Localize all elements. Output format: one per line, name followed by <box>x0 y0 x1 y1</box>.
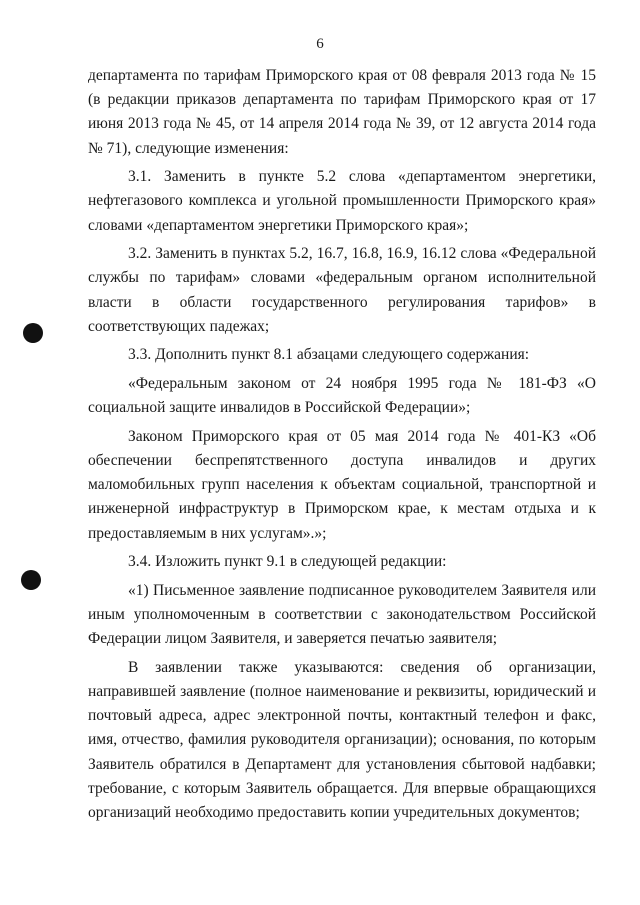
page-number: 6 <box>316 36 324 52</box>
paragraph-item-3-4: 3.4. Изложить пункт 9.1 в следующей редакции: <box>128 553 447 571</box>
paragraph-regional-law: Законом Приморского края от 05 мая 2014 года № 401-КЗ «Об обеспечении беспрепятственного доступа инвалидов и других маломобильных групп населения к объектам социальной, транспортной и инженерной инфраструктур в Приморском крае, к местам отдыха и к предоставляемым в них услугам».»; <box>88 427 596 542</box>
paragraph-written-application: «1) Письменное заявление подписанное руководителем Заявителя или иным уполномоченным в соответствии с законодательством Российской Федерации лицом Заявителя, и заверяется печатью заявителя; <box>88 581 596 648</box>
paragraph-item-3-3: 3.3. Дополнить пункт 8.1 абзацами следующего содержания: <box>128 346 530 364</box>
punch-hole-mark <box>21 570 41 590</box>
paragraph-intro: департамента по тарифам Приморского края от 08 февраля 2013 года № 15 (в редакции приказов департамента по тарифам Приморского края от 17 июня 2013 года № 45, от 14 апреля 2014 года № 39, от 12 августа 2014 года № 71), следующие изменения: <box>88 67 596 157</box>
paragraph-federal-law: «Федеральным законом от 24 ноября 1995 года № 181-ФЗ «О социальной защите инвалидов в Российской Федерации»; <box>88 375 596 417</box>
paragraph-item-3-1: 3.1. Заменить в пункте 5.2 слова «департаментом энергетики, нефтегазового комплекса и угольной промышленности Приморского края» словами «департаментом энергетики Приморского края»; <box>88 168 596 234</box>
document-body <box>88 64 596 830</box>
punch-hole-mark <box>23 323 43 343</box>
paragraph-application-details: В заявлении также указываются: сведения об организации, направившей заявление (полное наименование и реквизиты, юридический и почтовый адреса, адрес электронной почты, контактный телефон и факс, имя, отчество, фамилия руководителя организации); основания, по которым Заявитель обратился в Департамент для установления сбытовой надбавки; требование, с которым Заявитель обращается. Для впервые обращающихся организаций необходимо предоставить копии учредительных документов; <box>88 658 596 822</box>
paragraph-item-3-2: 3.2. Заменить в пунктах 5.2, 16.7, 16.8, 16.9, 16.12 слова «Федеральной службы по тарифам» словами «федеральным органом исполнительной власти в области государственного регулирования тарифов» в соответствующих падежах; <box>88 245 596 335</box>
